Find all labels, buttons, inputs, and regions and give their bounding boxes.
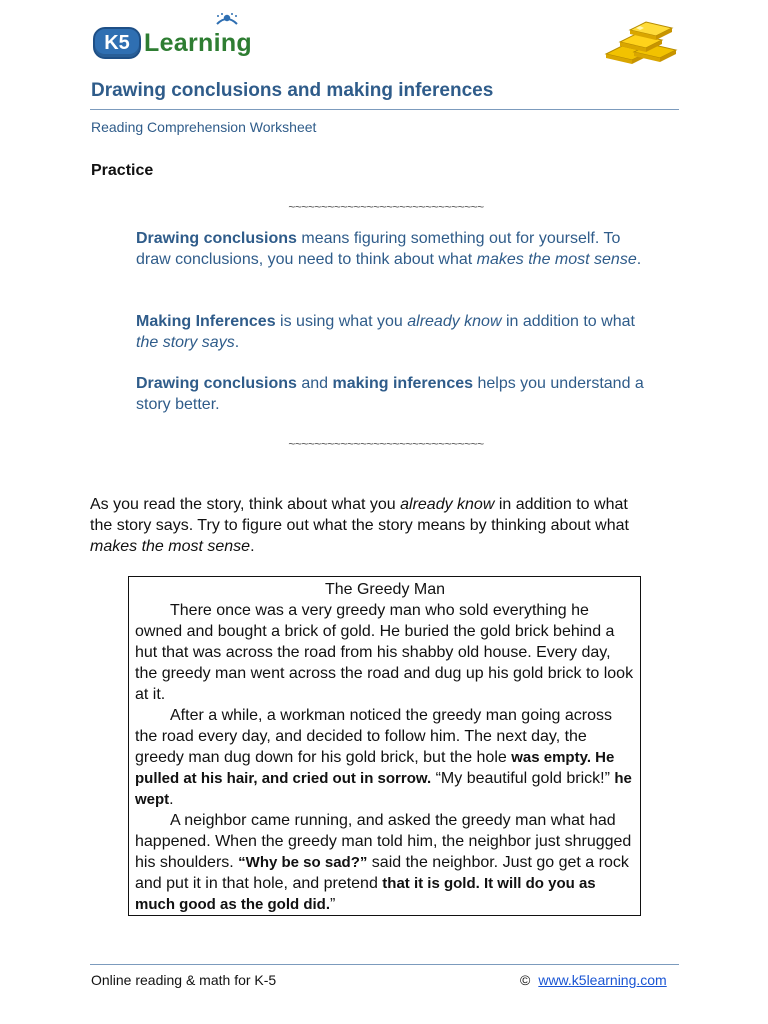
definition-summary: Drawing conclusions and making inferences helps you understand a story better. <box>136 375 644 413</box>
tilde-divider-top: ~~~~~~~~~~~~~~~~~~~~~~~~~~~~~~ <box>288 200 484 214</box>
k5-badge: K5 <box>93 27 141 59</box>
worksheet-subtitle: Reading Comprehension Worksheet <box>91 119 317 135</box>
footer-tagline: Online reading & math for K-5 <box>91 972 277 988</box>
gold-bricks-icon <box>600 14 682 64</box>
instructions-paragraph: As you read the story, think about what you already know in addition to what the story says. Try to figure out what the story means by thinking about what makes the most sense. <box>90 496 629 555</box>
page-title: Drawing conclusions and making inferences <box>91 80 494 101</box>
title-divider <box>90 109 679 110</box>
section-heading: Practice <box>91 162 154 179</box>
copyright-symbol: © <box>520 972 531 988</box>
term: Making Inferences <box>136 313 276 330</box>
term: making inferences <box>332 375 474 392</box>
story-paragraph: A neighbor came running, and asked the greedy man what had happened. When the greedy man told him, the neighbor just shrugged his shoulders. “Why be so sad?” said the neighbor. Just go get a rock and put it in that hole, and pretend that it is gold. It will do you as much good as the gold did.” <box>135 812 632 913</box>
jumping-kid-icon <box>211 12 243 34</box>
story-box <box>128 576 641 916</box>
footer-divider <box>90 964 679 965</box>
story-paragraph: After a while, a workman noticed the greedy man going across the road every day, and decided to follow him. The next day, the greedy man dug down for his gold brick, but the hole was empty. He pulled at his hair, and cried out in sorrow. “My beautiful gold brick!” he wept. <box>135 707 632 808</box>
story-paragraph: There once was a very greedy man who sold everything he owned and bought a brick of gold. He buried the gold brick behind a hut that was across the road from his shabby old house. Every day, the greedy man went across the road and dug up his gold brick to look at it. <box>135 602 634 703</box>
definition-making-inferences: Making Inferences is using what you already know in addition to what the story says. <box>136 313 635 351</box>
story-title: The Greedy Man <box>324 581 446 598</box>
definition-drawing-conclusions: Drawing conclusions means figuring something out for yourself. To draw conclusions, you need to think about what makes the most sense. <box>136 230 642 268</box>
logo-wordmark: Learning <box>144 28 252 57</box>
tilde-divider-bottom: ~~~~~~~~~~~~~~~~~~~~~~~~~~~~~~ <box>288 437 484 451</box>
footer-credit <box>520 972 667 988</box>
term: Drawing conclusions <box>136 230 297 247</box>
term: Drawing conclusions <box>136 375 297 392</box>
website-link[interactable]: www.k5learning.com <box>538 972 667 988</box>
k5-learning-logo[interactable] <box>93 26 252 60</box>
